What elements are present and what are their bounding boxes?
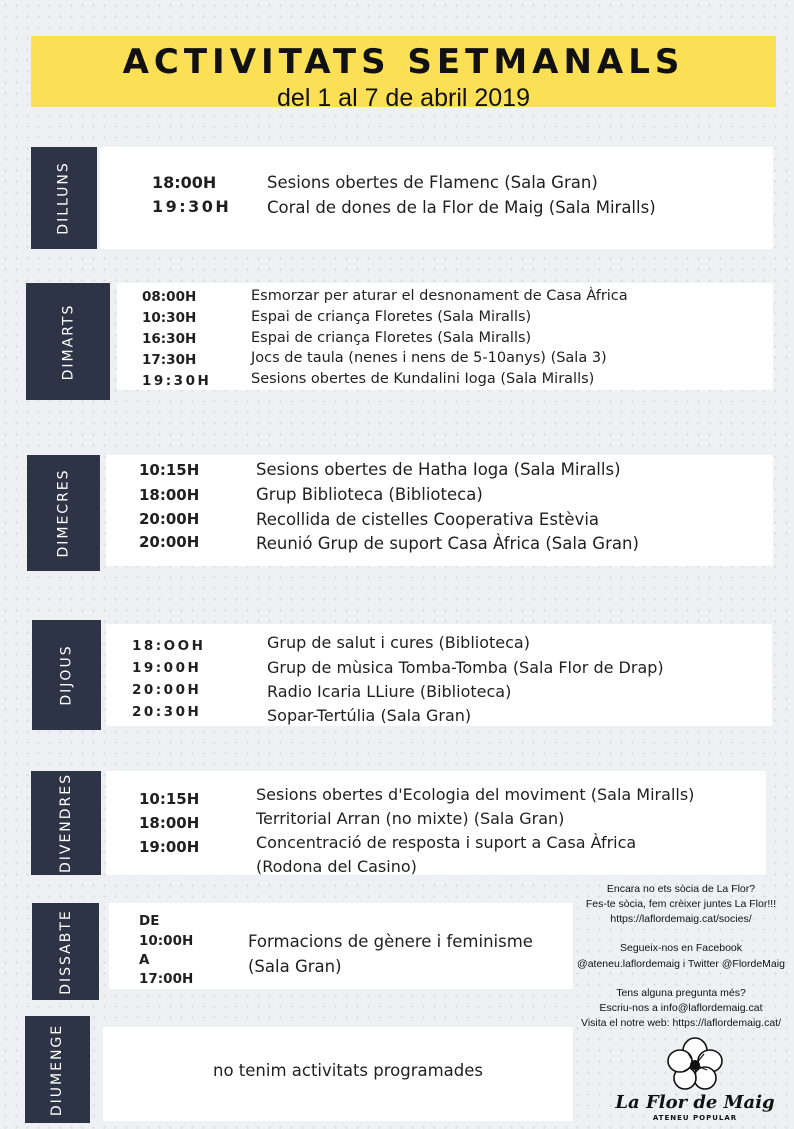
event-time: 19:30H	[142, 373, 212, 389]
event-activity: Sopar-Tertúlia (Sala Gran)	[267, 706, 472, 725]
logo	[612, 1034, 778, 1124]
question-title: Tens alguna pregunta més?	[616, 987, 746, 999]
join-cta: Fes-te sòcia, fem crèixer juntes La Flor!!!	[585, 898, 777, 910]
day-tab-dissabte	[32, 903, 99, 1000]
page-subtitle: del 1 al 7 de abril 2019	[277, 84, 530, 112]
event-activity-cont: (Rodona del Casino)	[256, 857, 417, 876]
page-title: ACTIVITATS SETMANALS	[122, 42, 685, 82]
logo-text: La Flor de Maig	[615, 1092, 775, 1113]
event-time: A	[139, 952, 150, 968]
no-activities-note: no tenim activitats programades	[213, 1061, 484, 1080]
event-time: 20:00H	[132, 682, 202, 698]
day-label: DILLUNS	[56, 161, 73, 235]
day-label: DIMECRES	[55, 468, 72, 558]
event-time: 19:30H	[152, 197, 232, 216]
day-tab-divendres	[31, 771, 101, 875]
event-activity: Recollida de cistelles Cooperativa Estèvia	[256, 510, 600, 529]
day-label: DISSABTE	[57, 908, 74, 995]
event-time: 20:30H	[132, 704, 202, 720]
event-activity: Espai de criança Floretes (Sala Miralls)	[251, 330, 532, 346]
event-time: 16:30H	[142, 331, 197, 347]
event-activity: Reunió Grup de suport Casa Àfrica (Sala Gran)	[256, 534, 639, 553]
event-time: 10:15H	[139, 461, 200, 479]
event-time: 18:OOH	[132, 638, 206, 654]
event-activity: Formacions de gènere i feminisme	[248, 932, 533, 951]
day-tab-dilluns	[31, 147, 97, 249]
event-activity: (Sala Gran)	[248, 957, 342, 976]
event-time: 18:00H	[152, 173, 217, 192]
question-web[interactable]: Visita el notre web: https://laflordemaig.cat/	[581, 1017, 781, 1029]
event-activity: Concentració de resposta i suport a Casa Àfrica	[256, 833, 637, 852]
event-time: 17:00H	[139, 971, 194, 987]
day-label: DIJOUS	[58, 644, 75, 706]
event-time: 20:00H	[139, 533, 200, 551]
follow-handles: @ateneu.laflordemaig i Twitter @FlordeMaig	[577, 958, 785, 970]
event-time: 19:00H	[139, 838, 200, 856]
event-time: 10:15H	[139, 790, 200, 808]
event-activity: Sesions obertes de Kundalini Ioga (Sala Miralls)	[251, 371, 595, 387]
flower-logo-icon	[612, 1034, 778, 1124]
event-activity: Sesions obertes de Hatha Ioga (Sala Miralls)	[256, 460, 621, 479]
question-email[interactable]: Escriu-nos a info@laflordemaig.cat	[599, 1002, 763, 1014]
event-activity: Grup de mùsica Tomba-Tomba (Sala Flor de Drap)	[267, 658, 664, 677]
join-question: Encara no ets sòcia de La Flor?	[606, 883, 756, 895]
event-activity: Sesions obertes de Flamenc (Sala Gran)	[267, 173, 598, 192]
join-url-link[interactable]: https://laflordemaig.cat/socies/	[610, 913, 752, 925]
event-activity: Territorial Arran (no mixte) (Sala Gran)	[256, 809, 565, 828]
logo-tagline: ATENEU POPULAR	[652, 1114, 738, 1122]
event-time: 18:00H	[139, 486, 200, 504]
header-banner	[31, 36, 776, 112]
event-time: 18:00H	[139, 814, 200, 832]
day-tab-diumenge	[25, 1016, 90, 1123]
event-time: 17:30H	[142, 352, 197, 368]
event-time: 10:30H	[142, 310, 197, 326]
event-activity: Esmorzar per aturar el desnonament de Casa Àfrica	[251, 288, 628, 304]
event-time: 10:00H	[139, 933, 194, 949]
event-time: 19:00H	[132, 660, 202, 676]
event-activity: Coral de dones de la Flor de Maig (Sala Miralls)	[267, 198, 656, 217]
event-time: 20:00H	[139, 510, 200, 528]
day-label: DIVENDRES	[58, 772, 75, 874]
day-tab-dimecres	[27, 455, 100, 571]
event-activity: Jocs de taula (nenes i nens de 5-10anys) (Sala 3)	[251, 350, 607, 366]
event-activity: Grup de salut i cures (Biblioteca)	[267, 633, 530, 652]
follow-facebook: Segueix-nos en Facebook	[620, 942, 742, 954]
event-activity: Espai de criança Floretes (Sala Miralls)	[251, 309, 532, 325]
day-label: DIUMENGE	[49, 1023, 66, 1116]
event-activity: Radio Icaria LLiure (Biblioteca)	[267, 682, 512, 701]
event-time: DE	[139, 913, 160, 929]
day-tab-dimarts	[26, 283, 110, 400]
event-activity: Sesions obertes d'Ecologia del moviment (Sala Miralls)	[256, 785, 695, 804]
event-time: 08:00H	[142, 289, 197, 305]
day-tab-dijous	[32, 620, 101, 730]
day-label: DIMARTS	[60, 303, 76, 380]
event-activity: Grup Biblioteca (Biblioteca)	[256, 485, 483, 504]
